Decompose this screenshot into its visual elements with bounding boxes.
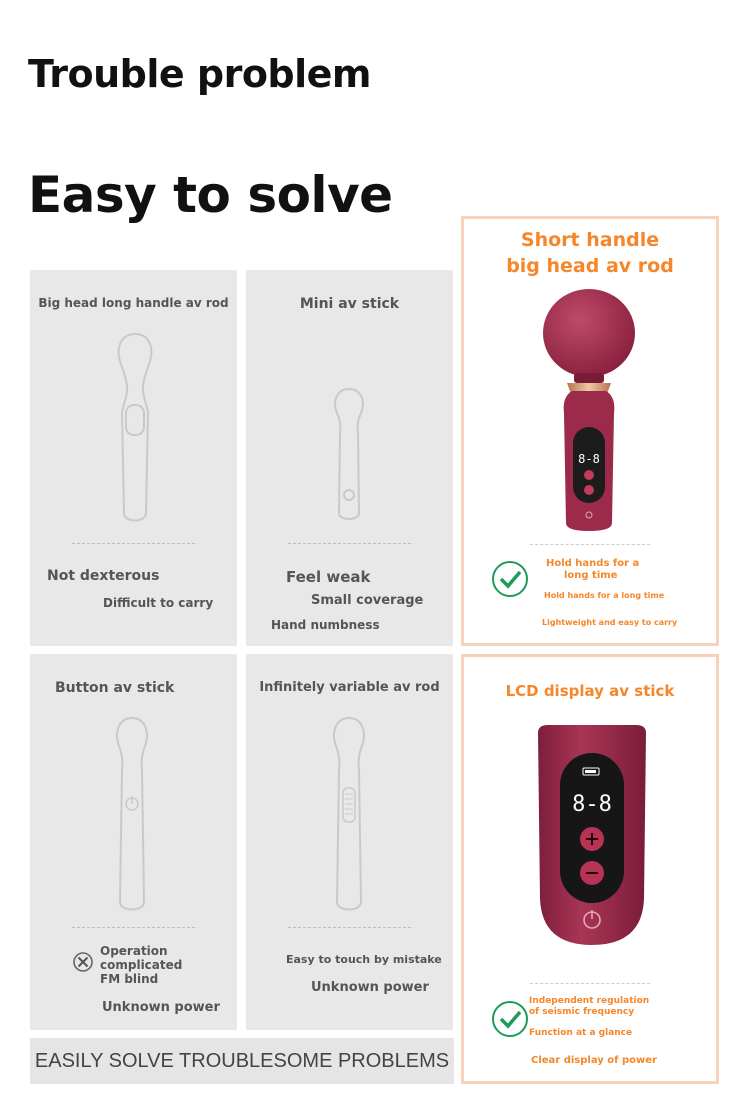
- card-line: Easy to touch by mistake: [286, 953, 442, 966]
- card-line: Operation: [100, 944, 168, 958]
- feature-text: Lightweight and easy to carry: [542, 618, 678, 627]
- card-variable-rod: [246, 654, 453, 1030]
- mini-wand-outline-icon: [324, 385, 374, 525]
- card-heading: Big head long handle av rod: [38, 296, 229, 310]
- card-heading: Infinitely variable av rod: [259, 680, 440, 695]
- feature-text: Hold hands for a long time: [544, 591, 665, 600]
- feature-text: Hold hands for a: [546, 558, 640, 569]
- card-button-stick: [30, 654, 237, 1030]
- wand-product-icon: [534, 287, 644, 537]
- slider-wand-outline-icon: [319, 712, 379, 917]
- card-heading: Mini av stick: [299, 296, 400, 312]
- feature-text: Function at a glance: [529, 1028, 633, 1038]
- card-mini-stick: [246, 270, 453, 646]
- feature-text: long time: [564, 570, 618, 581]
- card-line: FM blind: [100, 972, 159, 986]
- lcd-wand-product-icon: [530, 719, 654, 947]
- highlight-heading: LCD display av stick: [505, 682, 675, 700]
- card-line: Unknown power: [102, 1000, 220, 1015]
- card-line: Not dexterous: [47, 568, 160, 584]
- wand-outline-icon: [100, 328, 170, 533]
- title-trouble: Trouble problem: [28, 52, 372, 96]
- checkmark-icon: [492, 561, 528, 597]
- lcd-readout: 8-8: [572, 792, 612, 817]
- highlight-heading: big head av rod: [506, 255, 674, 277]
- title-easy: Easy to solve: [28, 166, 393, 224]
- card-big-head-long-handle: [30, 270, 237, 646]
- card-line: Unknown power: [311, 980, 429, 995]
- highlight-lcd-display: [461, 654, 719, 1084]
- close-circle-icon: [72, 951, 94, 973]
- button-wand-outline-icon: [102, 712, 162, 917]
- feature-text: Clear display of power: [531, 1055, 657, 1066]
- feature-text: of seismic frequency: [529, 1007, 635, 1017]
- highlight-short-handle: [461, 216, 719, 646]
- bottom-banner: EASILY SOLVE TROUBLESOME PROBLEMS: [30, 1038, 454, 1084]
- card-line: complicated: [100, 958, 183, 972]
- card-heading: Button av stick: [55, 680, 175, 696]
- card-line: Feel weak: [286, 568, 371, 586]
- card-line: Hand numbness: [271, 618, 380, 632]
- card-line: Difficult to carry: [103, 596, 214, 610]
- lcd-readout: 8-8: [578, 452, 600, 466]
- feature-text: Independent regulation: [529, 996, 650, 1006]
- checkmark-icon: [492, 1001, 528, 1037]
- highlight-heading: Short handle: [520, 229, 660, 251]
- card-line: Small coverage: [311, 593, 424, 608]
